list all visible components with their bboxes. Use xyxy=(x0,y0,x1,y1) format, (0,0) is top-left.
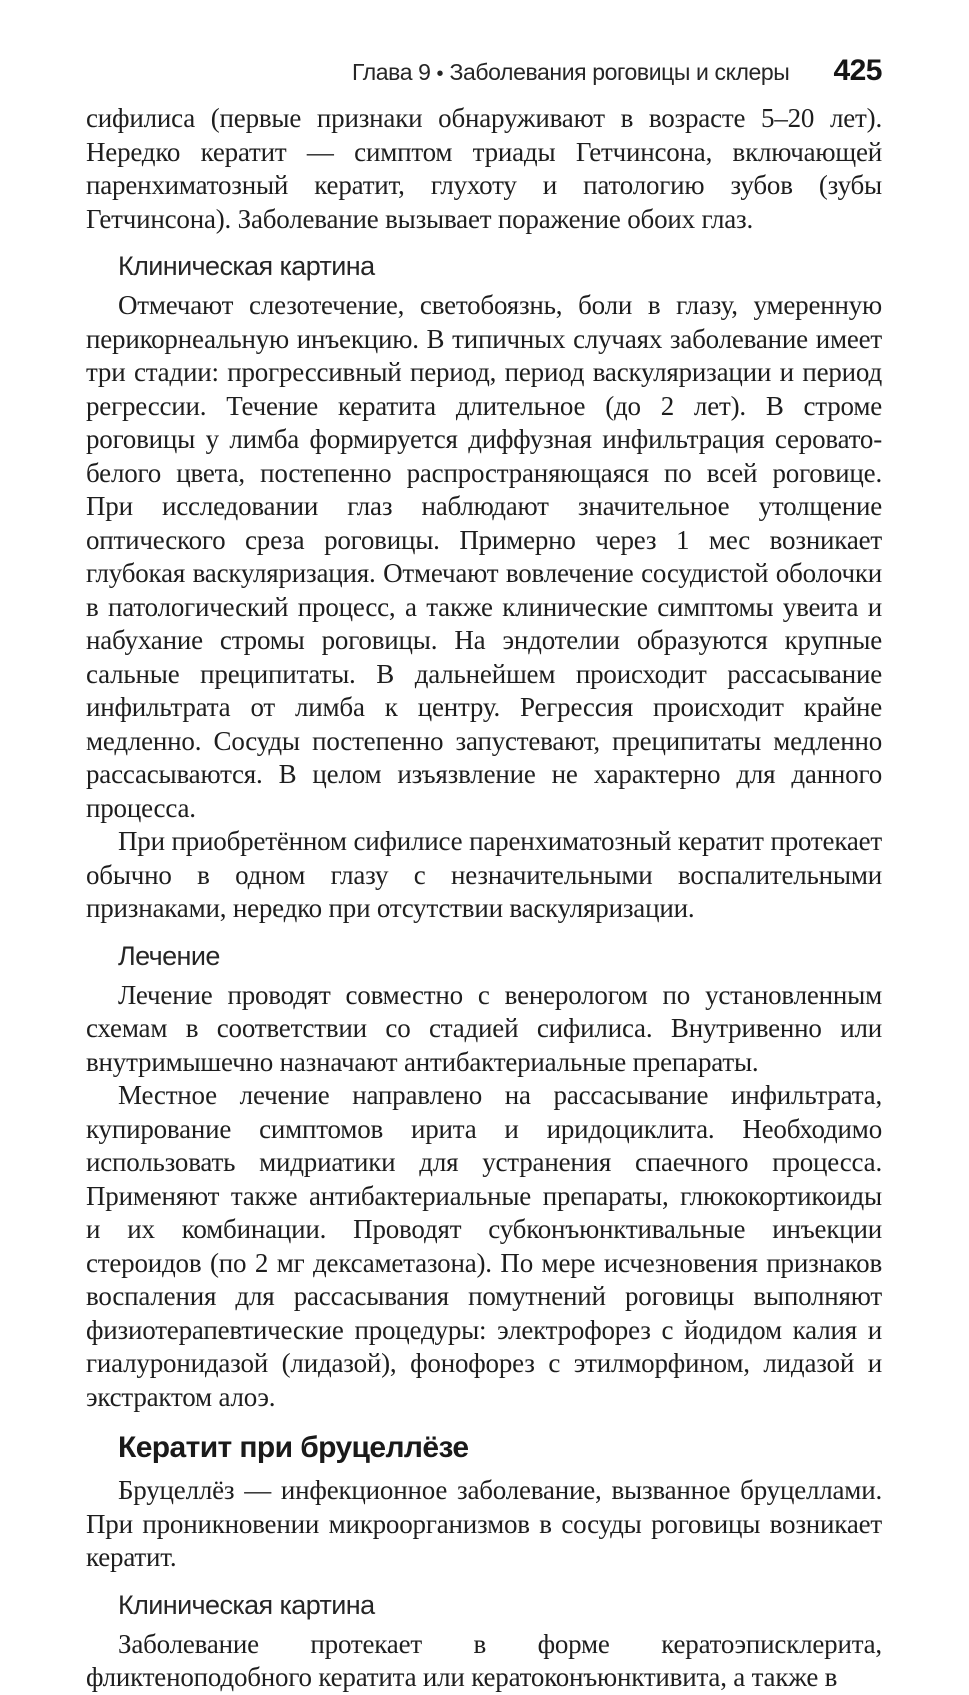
running-header xyxy=(86,54,882,88)
bullet-separator-icon: • xyxy=(436,63,444,85)
section-heading-brucellosis-keratitis: Кератит при бруцеллёзе xyxy=(118,1431,469,1464)
subheading-clinical-picture-1: Клиническая картина xyxy=(118,251,375,281)
running-header-chapter: Глава 9 xyxy=(351,59,431,85)
paragraph-acquired-syphilis: При приобретённом сифилисе паренхиматозный кератит протекает обычно в одном глазу с незначительными воспалительными признаками, нередко при отсутствии васкуляризации. xyxy=(86,826,882,923)
paragraph-brucellosis-intro: Бруцеллёз — инфекционное заболевание, вызванное бруцеллами. При проникновении микроорганизмов в сосуды роговицы возникает кератит. xyxy=(86,1475,882,1572)
paragraph-brucellosis-clinical: Заболевание протекает в форме кератоэписклерита, фликтеноподобного кератита или кератоконъюнктивита, а также в xyxy=(86,1628,882,1692)
paragraph-syphilis-intro: сифилиса (первые признаки обнаруживают в возрасте 5–20 лет). Нередко кератит — симптом триады Гетчинсона, включающей паренхиматозный кератит, глухоту и патологию зубов (зубы Гетчинсона). Заболевание вызывает поражение обоих глаз. xyxy=(86,103,882,234)
paragraph-clinical-course: Отмечают слезотечение, светобоязнь, боли в глазу, умеренную перикорнеальную инъекцию. В типичных случаях заболевание имеет три стадии: прогрессивный период, период васкуляризации и период регрессии. Течение кератита длительное (до 2 лет). В строме роговицы у лимба формируется диффузная инфильтрация серовато-белого цвета, постепенно распространяющаяся по всей роговице. При исследовании глаз наблюдают значительное утолщение оптического среза роговицы. Примерно через 1 мес возникает глубокая васкуляризация. Отмечают вовлечение сосудистой оболочки в патологический процесс, а также клинические симптомы увеита и набухание стромы роговицы. На эндотелии образуются крупные сальные преципитаты. В дальнейшем происходит рассасывание инфильтрата от лимба к центру. Регрессия происходит крайне медленно. Сосуды постепенно запустевают, преципитаты медленно рассасываются. В целом изъязвление не характерно для данного процесса. xyxy=(86,290,882,823)
paragraph-treatment-local: Местное лечение направлено на рассасывание инфильтрата, купирование симптомов ирита и иридоциклита. Необходимо использовать мидриатики для устранения спаечного процесса. Применяют также антибактериальные препараты, глюкокортикоиды и их комбинации. Проводят субконъюнктивальные инъекции стероидов (по 2 мг дексаметазона). По мере исчезновения признаков воспаления для рассасывания помутнений роговицы выполняют физиотерапевтические процедуры: электрофорез с йодидом калия и гиалуронидазой (лидазой), фонофорез с этилморфином, лидазой и экстрактом алоэ. xyxy=(86,1080,882,1412)
subheading-clinical-picture-2: Клиническая картина xyxy=(118,1589,375,1620)
subheading-treatment: Лечение xyxy=(118,940,220,971)
page-number: 425 xyxy=(833,54,882,87)
paragraph-treatment-systemic: Лечение проводят совместно с венерологом по установленным схемам в соответствии со стадией сифилиса. Внутривенно или внутримышечно назначают антибактериальные препараты. xyxy=(86,979,882,1077)
page-content xyxy=(86,102,882,1695)
running-header-title: Заболевания роговицы и склеры xyxy=(449,59,790,85)
